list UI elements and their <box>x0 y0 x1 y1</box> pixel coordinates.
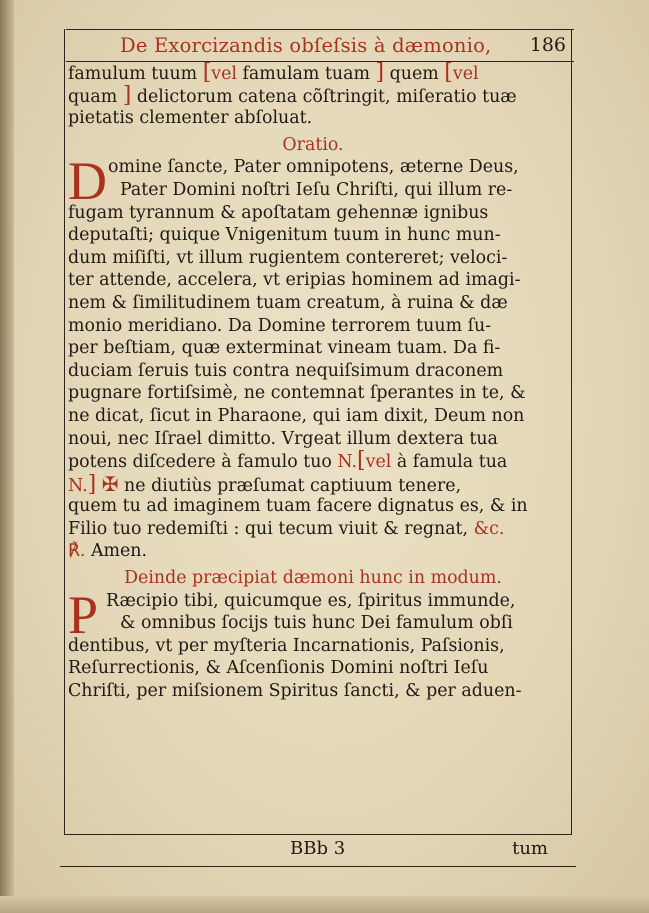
text-line-4: omine ſancte, Pater omnipotens, æterne Deus, <box>108 157 519 178</box>
running-head: De Exorcizandis obſeſsis à dæmonio, <box>120 34 492 57</box>
text-line-24: dentibus, vt per myſteria Incarnationis, Paſsionis, <box>68 635 505 656</box>
page-bottom-edge <box>0 896 649 913</box>
text-line-16: noui, nec Iſrael dimitto. Vrgeat illum dextera tua <box>68 428 498 449</box>
response-symbol: ℟. <box>68 541 86 562</box>
text-line-25: Reſurrectionis, & Aſcenſionis Domini noſtri Ieſu <box>68 658 489 679</box>
text-block <box>68 62 558 703</box>
text-line-14: pugnare fortiſsimè, ne contemnat ſperantes in te, & <box>68 383 526 404</box>
text-line-7: deputaſti; quique Vnigenitum tuum in hunc mun- <box>68 225 501 246</box>
text-line-5: Pater Domini noſtri Ieſu Chriſti, qui illum re- <box>120 179 513 200</box>
cross-icon: ✠ <box>101 471 119 496</box>
text-line-6: fugam tyrannum & apoſtatam gehennæ ignibus <box>68 202 489 223</box>
frame-rule-left <box>64 29 65 835</box>
text-line-26: Chriſti, per miſsionem Spiritus ſancti, & per aduen- <box>68 681 522 702</box>
text-line-10: nem & ſimilitudinem tuam creatum, à ruina & dæ <box>68 292 508 313</box>
text-line-19: quem tu ad imaginem tuam facere dignatus es, & in <box>68 496 528 517</box>
page-gutter-shadow <box>0 0 14 913</box>
drop-cap-p: P <box>68 584 99 645</box>
rubric-heading: Deinde præcipiat dæmoni hunc in modum. <box>124 568 502 589</box>
text-line-9: ter attende, accelera, vt eripias hominem ad imagi- <box>68 270 521 291</box>
text-line-15: ne dicat, ſicut in Pharaone, qui iam dixit, Deum non <box>68 405 525 426</box>
text-line-11: monio meridiano. Da Domine terrorem tuum ſu- <box>68 315 492 336</box>
text-line-13: duciam ſeruis tuis contra nequiſsimum draconem <box>68 360 504 381</box>
text-line-12: per beſtiam, quæ exterminat vineam tuam. Da fi- <box>68 338 501 359</box>
text-line-18: N.] ✠ ne diutiùs præſumat captiuum tenere, <box>68 471 462 497</box>
paragraph-praecipio <box>68 584 558 703</box>
paragraph-oratio <box>68 151 558 563</box>
text-line-20: Filio tuo redemiſti : qui tecum viuit & regnat, &c. <box>68 518 505 539</box>
frame-rule-right <box>571 29 572 835</box>
page-number: 186 <box>529 34 566 56</box>
page-header <box>68 32 572 62</box>
text-line-23: & omnibus ſocijs tuis hunc Dei famulum obſi <box>120 613 513 634</box>
text-line-22: Ræcipio tibi, quicumque es, ſpiritus immunde, <box>106 590 516 611</box>
text-line-3: pietatis clementer abſoluat. <box>68 108 313 129</box>
drop-cap-d: D <box>68 151 107 212</box>
section-heading-oratio: Oratio. <box>282 134 344 155</box>
signature-mark: BBb 3 <box>290 838 346 859</box>
catchword: tum <box>512 838 548 859</box>
text-line-21: ℟. Amen. <box>68 541 148 562</box>
text-line-2: quam ] delictorum catena cõſtringit, miſeratio tuæ <box>68 82 517 108</box>
frame-rule-top <box>66 29 574 30</box>
frame-rule-bottom <box>64 834 572 835</box>
text-line-8: dum miſiſti, vt illum rugientem contereret; veloci- <box>68 247 508 268</box>
text-line-1: famulum tuum [vel famulam tuam ] quem [vel <box>68 60 479 85</box>
text-line-17: potens diſcedere à famulo tuo N.[vel à famula tua <box>68 448 508 474</box>
frame-rule-foot <box>60 866 576 867</box>
page-footer <box>68 838 558 866</box>
